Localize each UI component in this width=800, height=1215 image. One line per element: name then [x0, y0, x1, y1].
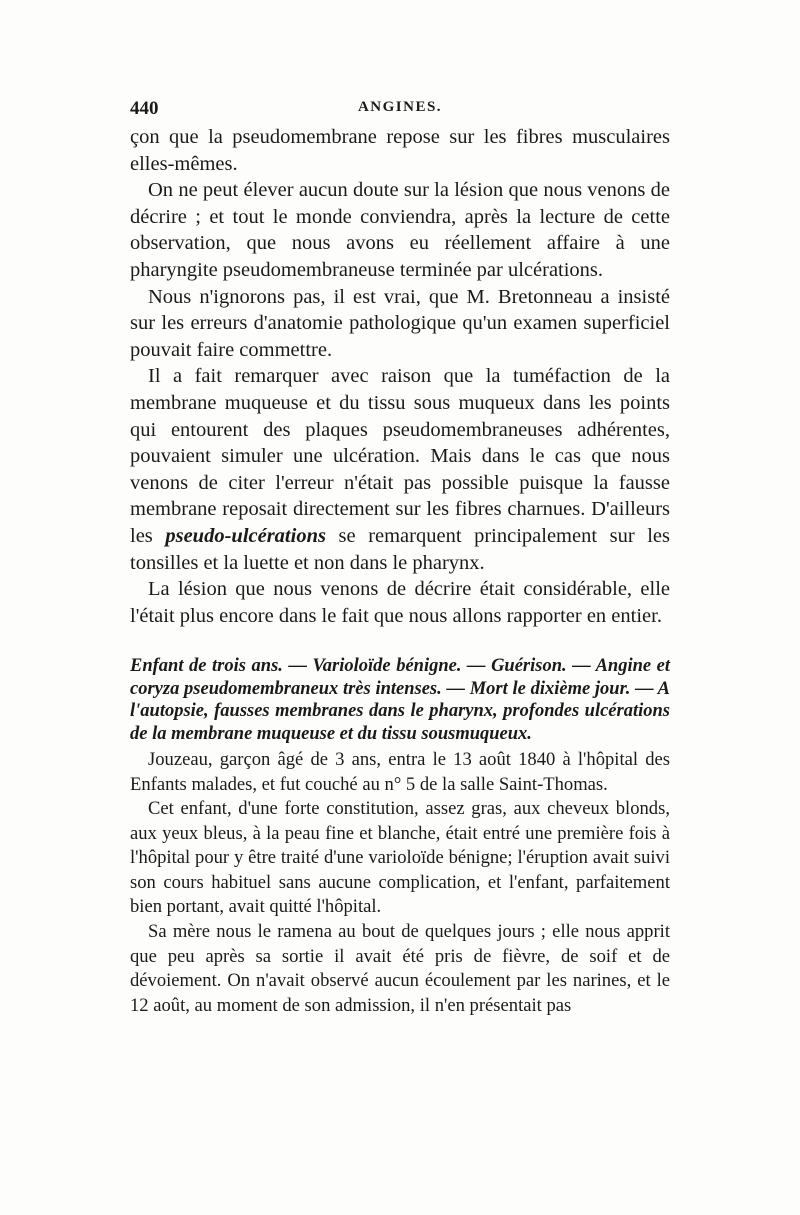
paragraph-4-start: Il a fait remarquer avec raison que la tuméfaction de la membrane muqueuse et du tissu sous muqueux dans les points qui entourent des plaques pseudomembraneuses adhérentes, pouvaient simuler une ulcération. Mais dans le cas que nous venons de citer l'erreur n'était pas possible puisque la fausse membrane reposait directement sur les fibres charnues. D'ailleurs les: [130, 365, 670, 547]
case-heading: Enfant de trois ans. — Varioloïde bénigne. — Guérison. — Angine et coryza pseudomembraneux très intenses. — Mort le dixième jour. — A l'autopsie, fausses membranes dans le pharynx, profondes ulcérations de la membrane muqueuse et du tissu sousmuqueux.: [130, 656, 670, 744]
emphasized-term: pseudo-ulcérations: [165, 524, 326, 547]
case-paragraph-1: Jouzeau, garçon âgé de 3 ans, entra le 13 août 1840 à l'hôpital des Enfants malades, et fut couché au n° 5 de la salle Saint-Thomas.: [130, 748, 670, 795]
page-number: 440: [130, 98, 159, 119]
paragraph-3: Nous n'ignorons pas, il est vrai, que M. Bretonneau a insisté sur les erreurs d'anatomie pathologique qu'un examen superficiel pouvait faire commettre.: [130, 285, 670, 361]
paragraph-4: [130, 363, 670, 576]
paragraph-5: La lésion que nous venons de décrire était considérable, elle l'était plus encore dans le fait que nous allons rapporter en entier.: [130, 578, 670, 627]
running-title: ANGINES.: [357, 99, 443, 115]
running-head: [130, 98, 670, 120]
case-report: [130, 748, 670, 1019]
body-text: [130, 124, 670, 629]
book-page: [130, 98, 670, 1018]
paragraph-4-end: se remarquent principalement sur les tonsilles et la luette et non dans le pharynx.: [130, 524, 671, 574]
case-paragraph-3: Sa mère nous le ramena au bout de quelques jours ; elle nous apprit que peu après sa sortie il avait été pris de fièvre, de soif et de dévoiement. On n'avait observé aucun écoulement par les narines, et le 12 août, au moment de son admission, il n'en présentait pas: [130, 921, 670, 1016]
case-paragraph-2: Cet enfant, d'une forte constitution, assez gras, aux cheveux blonds, aux yeux bleus, à la peau fine et blanche, était entré une première fois à l'hôpital pour y être traité d'une varioloïde bénigne; l'éruption avait suivi son cours habituel sans aucune complication, et l'enfant, parfaitement bien portant, avait quitté l'hôpital.: [130, 798, 670, 918]
paragraph-1: çon que la pseudomembrane repose sur les fibres musculaires elles-mêmes.: [130, 126, 670, 175]
paragraph-2: On ne peut élever aucun doute sur la lésion que nous venons de décrire ; et tout le monde conviendra, après la lecture de cette observation, que nous avons eu réellement affaire à une pharyngite pseudomembraneuse terminée par ulcérations.: [130, 179, 670, 281]
